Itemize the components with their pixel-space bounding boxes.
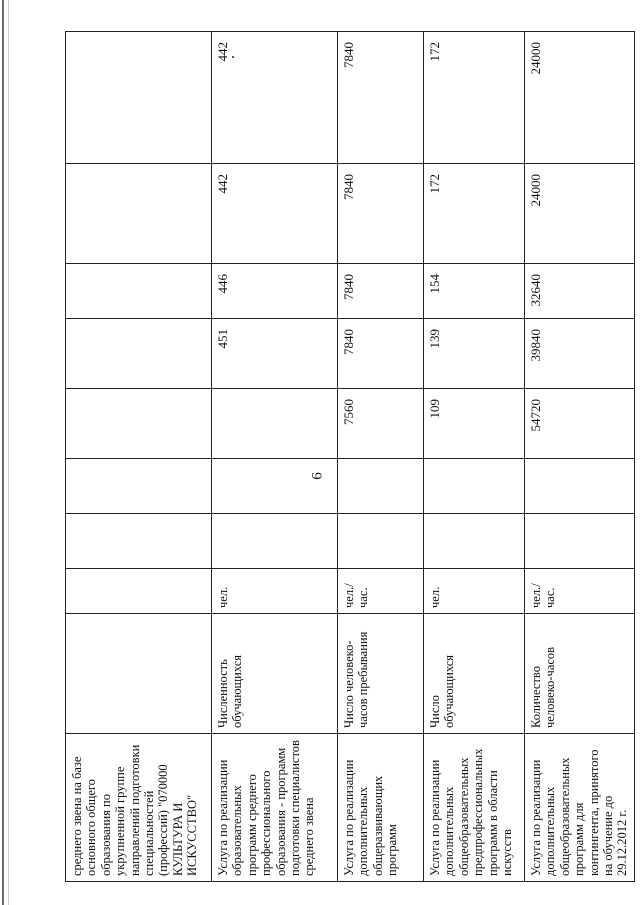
scan-edge-shadow [8, 0, 9, 905]
unit-cell: чел./ час. [525, 569, 635, 614]
value-cell [338, 514, 424, 569]
value-cell [66, 164, 212, 264]
indicator-cell: Численность обучающихся [212, 614, 338, 734]
value-cell [338, 459, 424, 514]
unit-cell: чел./ час. [338, 569, 424, 614]
value-cell [212, 389, 338, 459]
value-cell: 139 [424, 319, 525, 389]
unit-cell: чел. [424, 569, 525, 614]
value-cell: 54720 [525, 389, 635, 459]
table-row [338, 32, 424, 882]
value-cell: 7840 [338, 164, 424, 264]
value-cell: 24000 [525, 164, 635, 264]
service-name-cell: Услуга по реализации дополнительных общеразвивающих программ [338, 734, 424, 882]
value-cell: 172 [424, 164, 525, 264]
value-cell [212, 459, 338, 514]
table-row [66, 32, 212, 882]
value-cell [66, 319, 212, 389]
value-cell: 109 [424, 389, 525, 459]
table-row [525, 32, 635, 882]
indicator-cell: Количество человеко-часов [525, 614, 635, 734]
service-name-cell: Услуга по реализации образовательных программ среднего профессионального образования - программ подготовки специалистов среднего звена [212, 734, 338, 882]
value-cell [66, 389, 212, 459]
value-cell [424, 459, 525, 514]
unit-cell: чел. [212, 569, 338, 614]
value-cell: 39840 [525, 319, 635, 389]
value-cell: 451 [212, 319, 338, 389]
rotated-table-container [65, 32, 630, 882]
value-cell: 7840 [338, 319, 424, 389]
services-table [65, 31, 635, 882]
value-cell [66, 514, 212, 569]
value-cell: 172 [424, 32, 525, 164]
value-cell: 24000 [525, 32, 635, 164]
service-name-cell: Услуга по реализации дополнительных общеобразовательных программ для контингента, принятого на обучение до 29.12.2012 г. [525, 734, 635, 882]
value-cell: 446 [212, 264, 338, 319]
value-cell: 154 [424, 264, 525, 319]
value-cell [525, 459, 635, 514]
value-cell [212, 514, 338, 569]
value-cell: 442 [212, 32, 338, 164]
indicator-cell: Число человеко-часов пребывания [338, 614, 424, 734]
indicator-cell: Число обучающихся [424, 614, 525, 734]
value-cell: 7840 [338, 32, 424, 164]
service-name-cell: среднего звена на базе основного общего образования по укрупненной группе направлений подготовки специальностей (профессий) "070000 КУЛЬТУРА И ИСКУССТВО" [66, 734, 212, 882]
value-cell [525, 514, 635, 569]
value-cell [66, 459, 212, 514]
unit-cell [66, 569, 212, 614]
value-cell: 32640 [525, 264, 635, 319]
value-cell [424, 514, 525, 569]
table-row [212, 32, 338, 882]
value-cell [66, 32, 212, 164]
table-row [424, 32, 525, 882]
value-cell: 442 [212, 164, 338, 264]
value-cell: 7560 [338, 389, 424, 459]
service-name-cell: Услуга по реализации дополнительных общеобразовательных предпрофессиональных программ в области искусств [424, 734, 525, 882]
value-cell [66, 264, 212, 319]
indicator-cell [66, 614, 212, 734]
scan-edge [2, 0, 4, 905]
page-number: 6 [309, 472, 326, 480]
value-cell: 7840 [338, 264, 424, 319]
